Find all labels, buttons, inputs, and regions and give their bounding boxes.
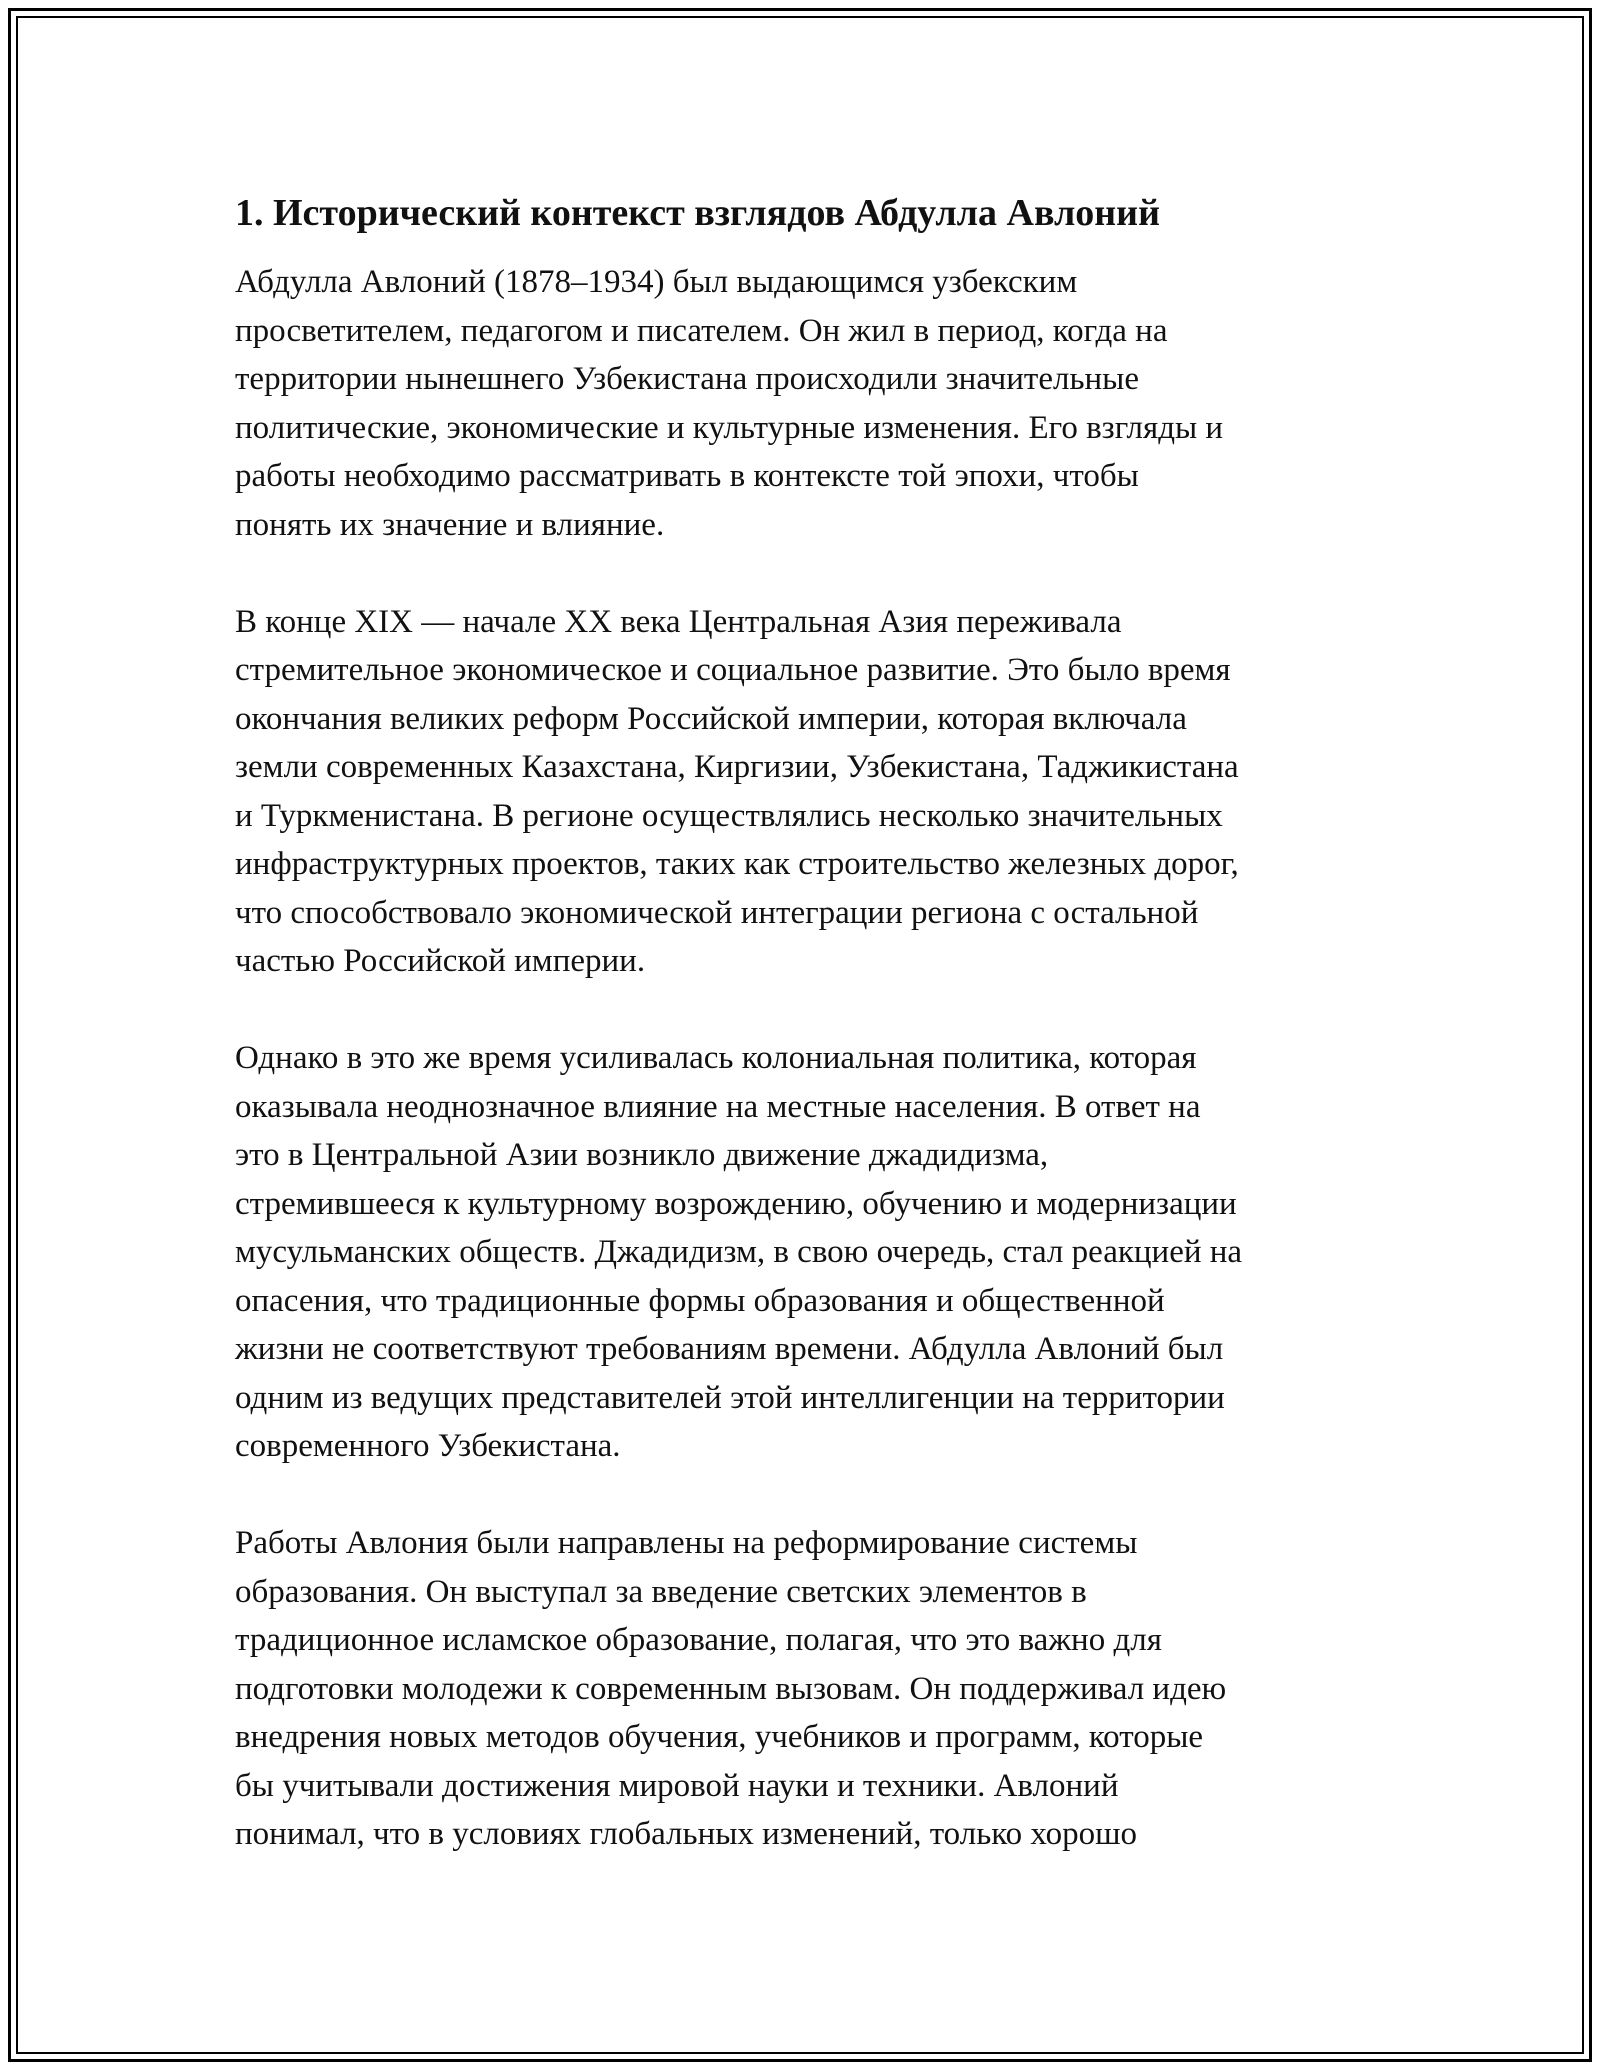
text-line: оказывала неоднозначное влияние на местные населения. В ответ на	[235, 1088, 1201, 1125]
text-line: понимал, что в условиях глобальных изменений, только хорошо	[235, 1816, 1138, 1852]
text-line: окончания великих реформ Российской империи, которая включала	[235, 700, 1187, 737]
paragraph-3	[235, 1034, 1370, 1471]
text-line: политические, экономические и культурные изменения. Его взгляды и	[235, 409, 1224, 446]
text-line: земли современных Казахстана, Киргизии, Узбекистана, Таджикистана	[235, 749, 1239, 785]
text-line: понять их значение и влияние.	[235, 506, 665, 543]
document-body	[235, 188, 1370, 1907]
text-line: это в Центральной Азии возникло движение джадидизма,	[235, 1137, 1049, 1173]
text-line: частью Российской империи.	[235, 943, 646, 979]
text-line: инфраструктурных проектов, таких как строительство железных дорог,	[235, 846, 1239, 882]
text-line: и Туркменистана. В регионе осуществлялись несколько значительных	[235, 797, 1223, 834]
text-line: подготовки молодежи к современным вызовам. Он поддерживал идею	[235, 1670, 1227, 1707]
text-line: стремившееся к культурному возрождению, обучению и модернизации	[235, 1185, 1237, 1222]
text-line: внедрения новых методов обучения, учебников и программ, которые	[235, 1719, 1204, 1755]
text-line: Однако в это же время усиливалась колониальная политика, которая	[235, 1040, 1197, 1076]
text-line: одним из ведущих представителей этой интеллигенции на территории	[235, 1379, 1225, 1416]
text-line: жизни не соответствуют требованиям времени. Абдулла Авлоний был	[235, 1331, 1224, 1367]
paragraph-2	[235, 598, 1370, 986]
paragraph-4	[235, 1519, 1370, 1859]
text-line: В конце XIX — начале XX века Центральная Азия переживала	[235, 603, 1122, 640]
text-line: опасения, что традиционные формы образования и общественной	[235, 1282, 1165, 1319]
text-line: работы необходимо рассматривать в контексте той эпохи, чтобы	[235, 458, 1139, 494]
text-line: современного Узбекистана.	[235, 1428, 621, 1464]
text-line: стремительное экономическое и социальное развитие. Это было время	[235, 652, 1231, 688]
text-line: Абдулла Авлоний (1878–1934) был выдающимся узбекским	[235, 264, 1078, 300]
text-line: что способствовало экономической интеграции региона с остальной	[235, 894, 1199, 931]
text-line: традиционное исламское образование, полагая, что это важно для	[235, 1622, 1162, 1658]
paragraph-1	[235, 258, 1370, 549]
text-line: бы учитывали достижения мировой науки и техники. Авлоний	[235, 1767, 1119, 1804]
text-line: мусульманских обществ. Джадидизм, в свою очередь, стал реакцией на	[235, 1234, 1243, 1270]
text-line: территории нынешнего Узбекистана происходили значительные	[235, 361, 1139, 397]
text-line: Работы Авлония были направлены на реформирование системы	[235, 1525, 1138, 1561]
text-line: просветителем, педагогом и писателем. Он жил в период, когда на	[235, 312, 1168, 349]
text-line: образования. Он выступал за введение светских элементов в	[235, 1573, 1087, 1610]
section-heading: 1. Исторический контекст взглядов Абдулла Авлоний	[235, 192, 1160, 234]
